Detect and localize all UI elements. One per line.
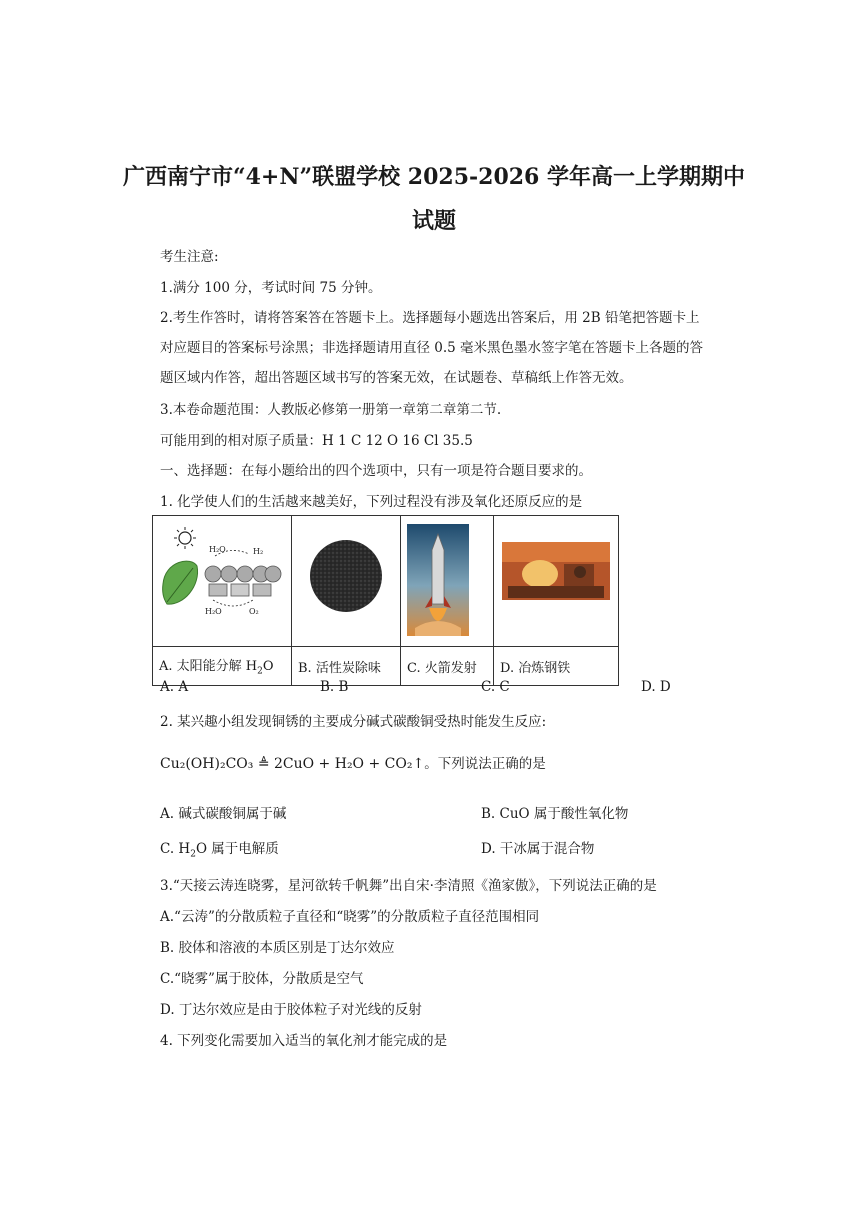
atomic-mass-line: 可能用到的相对原子质量：H 1 C 12 O 16 Cl 35.5 bbox=[160, 433, 473, 449]
rocket-launch-image bbox=[401, 516, 493, 642]
question-2-stem: 2. 某兴趣小组发现铜锈的主要成分碱式碳酸铜受热时能发生反应: bbox=[160, 714, 547, 730]
question-2-equation-line bbox=[160, 752, 546, 772]
notice-item-2-line-2: 对应题目的答案标号涂黑；非选择题请用直径 0.5 毫米黑色墨水签字笔在答题卡上各题的答 bbox=[160, 340, 704, 356]
q2-option-d: D. 干冰属于混合物 bbox=[481, 841, 595, 857]
option-b-caption: B. 活性炭除味 bbox=[298, 660, 381, 676]
notice-item-3: 3.本卷命题范围：人教版必修第一册第一章第二章第二节. bbox=[160, 402, 502, 418]
label-h2o-bottom: H₂O bbox=[205, 607, 222, 616]
q3-option-c: C.“晓雾”属于胶体，分散质是空气 bbox=[160, 971, 364, 987]
question-3-stem: 3.“天接云涛连晓雾，星河欲转千帆舞”出自宋·李清照《渔家傲》，下列说法正确的是 bbox=[160, 878, 657, 894]
q2-option-c-pre: C. H bbox=[160, 841, 191, 857]
notice-item-2-line-1: 2.考生作答时，请将答案答在答题卡上。选择题每小题选出答案后，用 2B 铅笔把答题卡上 bbox=[160, 310, 700, 326]
q1-answer-a: A. A bbox=[160, 679, 189, 695]
question-1-table bbox=[152, 515, 619, 686]
q1-answer-b: B. B bbox=[320, 679, 349, 695]
q3-option-b: B. 胶体和溶液的本质区别是丁达尔效应 bbox=[160, 940, 395, 956]
activated-carbon-image bbox=[292, 516, 400, 642]
q3-option-d: D. 丁达尔效应是由于胶体粒子对光线的反射 bbox=[160, 1002, 422, 1018]
question-4-stem: 4. 下列变化需要加入适当的氧化剂才能完成的是 bbox=[160, 1033, 448, 1049]
notice-item-2-line-3: 题区域内作答，超出答题区域书写的答案无效，在试题卷、草稿纸上作答无效。 bbox=[160, 370, 633, 386]
notice-heading: 考生注意: bbox=[160, 249, 219, 265]
page-title-line1: 广西南宁市“4+N”联盟学校 2025-2026 学年高一上学期期中 bbox=[122, 164, 746, 190]
q3-option-a: A.“云涛”的分散质粒子直径和“晓雾”的分散质粒子直径范围相同 bbox=[160, 909, 540, 925]
question-1-stem: 1. 化学使人们的生活越来越美好，下列过程没有涉及氧化还原反应的是 bbox=[160, 494, 583, 510]
sun-icon bbox=[174, 527, 196, 549]
option-c-caption: C. 火箭发射 bbox=[407, 660, 477, 676]
q2-option-a: A. 碱式碳酸铜属于碱 bbox=[160, 806, 287, 822]
q1-answer-c: C. C bbox=[481, 679, 510, 695]
q2-option-c-post: O 属于电解质 bbox=[195, 841, 279, 857]
label-o2: O₂ bbox=[249, 607, 259, 616]
section-1-heading: 一、选择题：在每小题给出的四个选项中，只有一项是符合题目要求的。 bbox=[160, 463, 592, 479]
photocatalysis-diagram bbox=[153, 516, 291, 642]
page-title-line2: 试题 bbox=[411, 208, 456, 234]
catalyst-particles bbox=[205, 566, 281, 596]
option-a-subscript: 2 bbox=[257, 666, 263, 677]
q2-option-c-sub: 2 bbox=[190, 849, 196, 860]
question-2-equation-tail: 。下列说法正确的是 bbox=[424, 756, 546, 772]
leaf-icon bbox=[163, 561, 198, 604]
steel-smelting-cell bbox=[494, 516, 619, 647]
notice-item-1: 1.满分 100 分，考试时间 75 分钟。 bbox=[160, 280, 382, 296]
option-a-caption-tail: O bbox=[262, 659, 274, 675]
option-c-cell bbox=[401, 647, 494, 686]
chemical-equation: Cu₂(OH)₂CO₃ ≜ 2CuO + H₂O + CO₂↑ bbox=[160, 756, 425, 772]
option-a-caption: A. 太阳能分解 H bbox=[159, 659, 258, 675]
label-h2o-top: H₂O bbox=[209, 545, 226, 554]
steel-smelting-image bbox=[494, 516, 618, 642]
q1-answer-d: D. D bbox=[641, 679, 671, 695]
rocket-launch-cell bbox=[401, 516, 494, 647]
photocatalysis-diagram-cell bbox=[153, 516, 292, 647]
q2-option-c bbox=[160, 837, 279, 860]
option-d-cell bbox=[494, 647, 619, 686]
q2-option-b: B. CuO 属于酸性氧化物 bbox=[481, 806, 629, 822]
label-h2: H₂ bbox=[253, 547, 264, 556]
activated-carbon-cell bbox=[292, 516, 401, 647]
option-d-caption: D. 冶炼钢铁 bbox=[500, 660, 571, 676]
